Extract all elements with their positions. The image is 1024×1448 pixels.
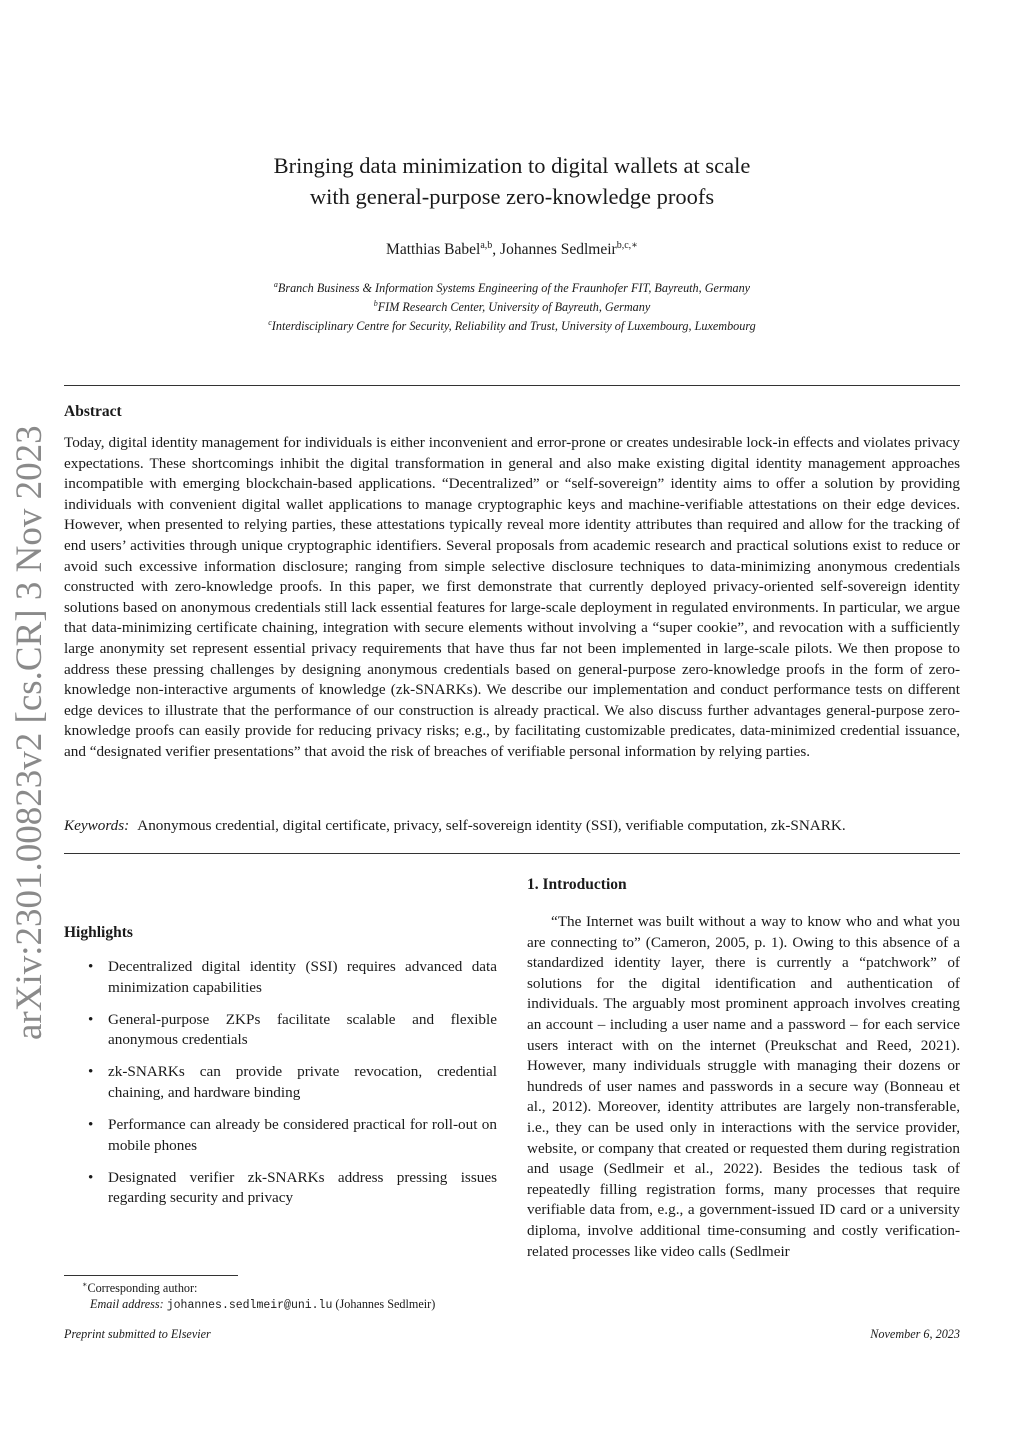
highlights-list	[88, 957, 497, 1220]
footnote-email	[90, 1297, 435, 1312]
highlights-heading: Highlights	[64, 924, 133, 941]
arxiv-identifier: arXiv:2301.00823v2 [cs.CR] 3 Nov 2023	[9, 425, 50, 1040]
bullet-icon: •	[88, 1116, 94, 1134]
footer-date: November 6, 2023	[870, 1327, 960, 1341]
highlight-item: • zk-SNARKs can provide private revocation, credential chaining, and hardware binding	[88, 1063, 497, 1101]
affiliations	[0, 277, 1024, 334]
highlight-item: • Decentralized digital identity (SSI) requires advanced data minimization capabilities	[88, 958, 497, 996]
footnote-corresponding: ∗Corresponding author:	[82, 1280, 198, 1296]
abstract-heading: Abstract	[64, 403, 122, 420]
author-affil-mark: b,c,∗	[616, 240, 638, 251]
affiliation	[0, 296, 1024, 315]
footnote-rule	[64, 1275, 238, 1276]
divider	[64, 385, 960, 386]
title-line-2: with general-purpose zero-knowledge proofs	[309, 184, 715, 209]
affiliation-text: Interdisciplinary Centre for Security, Reliability and Trust, University of Luxembourg, Luxembourg	[271, 319, 756, 334]
email-label: Email address:	[90, 1297, 164, 1311]
title-line-1: Bringing data minimization to digital wallets at scale	[273, 153, 751, 178]
affiliation-text: FIM Research Center, University of Bayreuth, Germany	[377, 300, 651, 315]
keywords-label: Keywords:	[64, 817, 130, 834]
keywords-text: Anonymous credential, digital certificate, privacy, self-sovereign identity (SSI), verifiable computation, zk-SNARK.	[137, 817, 846, 834]
affiliation	[0, 315, 1024, 334]
footnote-mark: ∗	[82, 1280, 88, 1289]
bullet-icon: •	[88, 958, 94, 975]
highlight-item: • Performance can already be considered practical for roll-out on mobile phones	[88, 1116, 497, 1154]
email-owner: (Johannes Sedlmeir)	[335, 1297, 436, 1311]
introduction-text: “The Internet was built without a way to know who and what you are connecting to” (Cameron, 2005, p. 1). Owing to this absence of a standardized identity layer, there is currently a “patchwork” of solutions for the digital identification and authentication of individuals. The arguably most prominent approach involves creating an account – including a user name and a password – for each service users interact with on the internet (Preukschat and Reed, 2021). However, many individuals struggle with managing their dozens or hundreds of user names and passwords in a secure way (Bonneau et al., 2012). Moreover, identity attributes are largely non-transferable, i.e., they can be used only in interactions with the service provider, website, or company that created or requested them during registration and usage (Sedlmeir et al., 2022). Besides the tedious task of repeatedly filling registration forms, many processes that require verifiable data from, e.g., a government-issued ID card or a university diploma, involve additional time-consuming and costly verification-related processes like video calls (Sedlmeir	[527, 913, 960, 1260]
email-address[interactable]: johannes.sedlmeir@uni.lu	[166, 1299, 333, 1312]
affiliation-mark: a	[273, 280, 278, 289]
author-name: Matthias Babel	[386, 241, 481, 259]
introduction-heading: 1. Introduction	[527, 876, 627, 893]
affiliation	[0, 277, 1024, 296]
abstract-text: Today, digital identity management for individuals is either inconvenient and error-prone or creates undesirable lock-in effects and violates privacy expectations. These shortcomings inhibit the digital transformation in general and also make existing digital identity management approaches incompatible with emerging blockchain-based applications. “Decentralized” or “self-sovereign” identity aims to offer a solution by providing individuals with convenient digital wallet applications to manage cryptographic keys and machine-verifiable attestations on their edge devices. However, when presented to relying parties, these attestations typically reveal more identity attributes than required and allow for the tracking of end users’ activities through unique cryptographic identifiers. Several proposals from academic research and practical solutions exist to reduce or avoid such excessive information disclosure; ranging from simple selective disclosure techniques to data-minimizing anonymous credentials constructed with zero-knowledge proofs. In this paper, we first demonstrate that currently deployed privacy-oriented self-sovereign identity solutions based on anonymous credentials still lack essential features for large-scale deployment in regulated environments. In particular, we argue that data-minimizing certificate chaining, integration with secure elements without involving a “super cookie”, and revocation with a sufficiently large anonymity set represent essential privacy requirements that have thus far not been implemented in large-scale pilots. We then propose to address these pressing challenges by designing anonymous credentials based on general-purpose zero-knowledge proofs in the form of zero-knowledge non-interactive arguments of knowledge (zk-SNARKs). We describe our implementation and conduct performance tests on different edge devices to illustrate that the performance of our construction is already practical. We also discuss further advantages general-purpose zero-knowledge proofs can easily provide for reducing privacy risks; e.g., by facilitating customizable predicates, data-minimized credential issuance, and “designated verifier presentations” that avoid the risk of breaches of verifiable personal information by relying parties.	[64, 434, 960, 760]
author-affil-mark: a,b	[480, 240, 493, 251]
author-list	[0, 240, 1024, 259]
highlight-item: • General-purpose ZKPs facilitate scalable and flexible anonymous credentials	[88, 1010, 497, 1049]
author-separator: ,	[492, 241, 501, 259]
bullet-icon: •	[88, 1063, 94, 1081]
highlight-item: • Designated verifier zk-SNARKs address pressing issues regarding security and privacy	[88, 1168, 497, 1207]
paper-title	[0, 150, 1024, 212]
affiliation-mark: c	[268, 318, 272, 328]
bullet-icon: •	[88, 1168, 94, 1186]
bullet-icon: •	[88, 1010, 94, 1028]
keywords	[64, 817, 960, 835]
author-name: Johannes Sedlmeir	[500, 241, 617, 259]
affiliation-text: Branch Business & Information Systems Engineering of the Fraunhofer FIT, Bayreuth, Germany	[277, 281, 751, 296]
affiliation-mark: b	[373, 299, 378, 309]
divider	[64, 853, 960, 854]
footer-preprint: Preprint submitted to Elsevier	[64, 1327, 211, 1341]
